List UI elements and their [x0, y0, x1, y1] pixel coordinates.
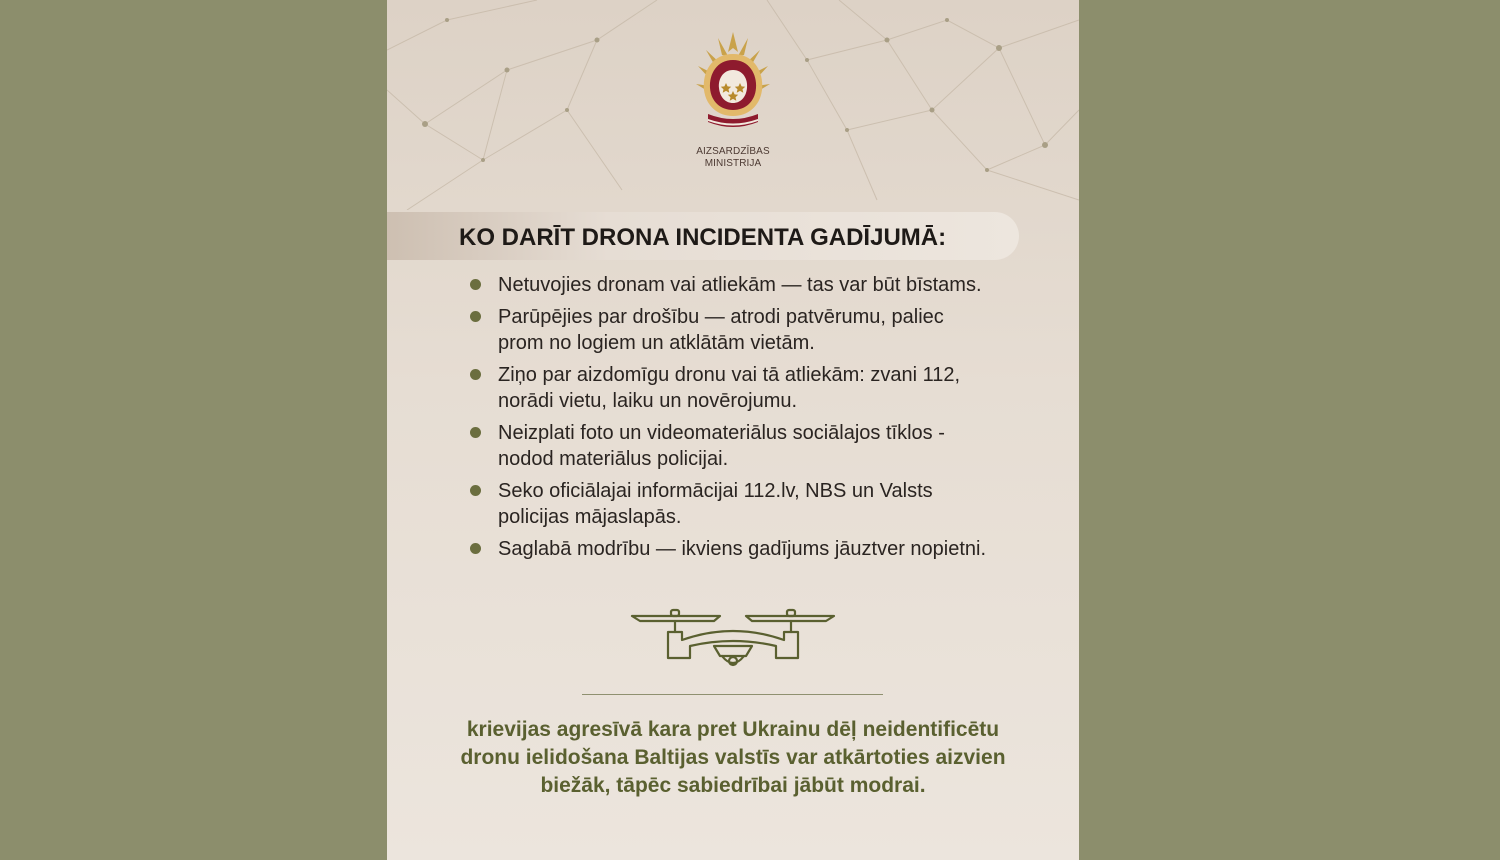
list-item-text: Neizplati foto un videomateriālus sociālajos tīklos -: [498, 422, 945, 444]
list-item: [467, 536, 1067, 562]
list-item-text: Saglabā modrību — ikviens gadījums jāuztver nopietni.: [498, 538, 987, 560]
footer-text: [423, 716, 1043, 800]
list-item: [467, 420, 1067, 472]
list-item-text: prom no logiem un atklātām vietām.: [498, 332, 815, 354]
defence-ministry-emblem: [694, 30, 772, 135]
list-item-text: Seko oficiālajai informācijai 112.lv, NBS un Valsts: [498, 480, 933, 502]
bullet-icon: [470, 279, 481, 290]
list-item-text: norādi vietu, laiku un novērojumu.: [498, 390, 798, 412]
list-item-text: Ziņo par aizdomīgu dronu vai tā atliekām: zvani 112,: [498, 364, 961, 386]
ministry-name: [633, 146, 833, 170]
list-item: [467, 362, 1067, 414]
drone-icon: [630, 606, 836, 672]
list-item-text: policijas mājaslapās.: [498, 506, 682, 528]
ministry-name-line2: MINISTRIJA: [704, 158, 762, 169]
list-item-text: Parūpējies par drošību — atrodi patvērumu, paliec: [498, 306, 944, 328]
bullet-icon: [470, 485, 481, 496]
list-item: [467, 478, 1067, 530]
bullet-icon: [470, 427, 481, 438]
bullet-icon: [470, 369, 481, 380]
page-title: KO DARĪT DRONA INCIDENTA GADĪJUMĀ:: [459, 224, 947, 251]
list-item: [467, 272, 1067, 298]
bullet-icon: [470, 543, 481, 554]
divider: [582, 694, 883, 695]
footer-line: biežāk, tāpēc sabiedrībai jābūt modrai.: [540, 774, 926, 797]
list-item: [467, 304, 1067, 356]
bullet-icon: [470, 311, 481, 322]
ministry-name-line1: AIZSARDZĪBAS: [696, 146, 770, 157]
list-item-text: nodod materiālus policijai.: [498, 448, 729, 470]
poster: [387, 0, 1079, 860]
instruction-list: [467, 272, 1067, 568]
footer-line: dronu ielidošana Baltijas valstīs var atkārtoties aizvien: [460, 746, 1006, 769]
footer-line: krievijas agresīvā kara pret Ukrainu dēļ neidentificētu: [466, 718, 1000, 741]
list-item-text: Netuvojies dronam vai atliekām — tas var būt bīstams.: [498, 274, 982, 296]
